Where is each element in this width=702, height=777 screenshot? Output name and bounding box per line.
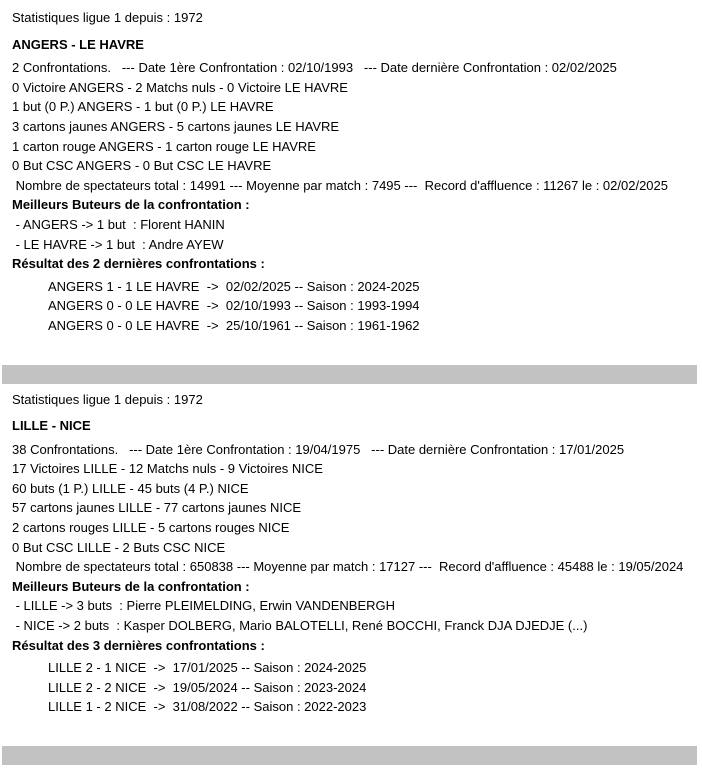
stat-line-red-cards: 1 carton rouge ANGERS - 1 carton rouge LE HAVRE <box>12 138 316 154</box>
league-scope-line: Statistiques ligue 1 depuis : 1972 <box>12 10 203 25</box>
result-line: ANGERS 1 - 1 LE HAVRE -> 02/02/2025 -- Saison : 2024-2025 <box>48 278 420 294</box>
stat-line-own-goals: 0 But CSC LILLE - 2 Buts CSC NICE <box>12 539 226 555</box>
stat-line-attendance: Nombre de spectateurs total : 14991 --- Moyenne par match : 7495 --- Record d'affluence : 11267 le : 02/02/2025 <box>12 177 668 193</box>
recent-results-heading: Résultat des 2 dernières confrontations : <box>12 256 265 272</box>
recent-results-list <box>0 658 702 717</box>
confrontation-section-angers-lehavre <box>0 8 702 336</box>
result-line: LILLE 2 - 2 NICE -> 19/05/2024 -- Saison : 2023-2024 <box>48 679 367 695</box>
stat-line-red-cards: 2 cartons rouges LILLE - 5 cartons rouges NICE <box>12 520 290 536</box>
scorer-line: - LE HAVRE -> 1 but : Andre AYEW <box>12 236 224 252</box>
stat-line-goals: 1 but (0 P.) ANGERS - 1 but (0 P.) LE HAVRE <box>12 99 274 115</box>
stat-line-goals: 60 buts (1 P.) LILLE - 45 buts (4 P.) NICE <box>12 480 249 496</box>
stat-line-confrontations: 38 Confrontations. --- Date 1ère Confrontation : 19/04/1975 --- Date dernière Confrontation : 17/01/2025 <box>12 441 625 457</box>
result-line: LILLE 1 - 2 NICE -> 31/08/2022 -- Saison : 2022-2023 <box>48 699 367 715</box>
scorer-line: - NICE -> 2 buts : Kasper DOLBERG, Mario BALOTELLI, René BOCCHI, Franck DJA DJEDJE (...) <box>12 618 588 634</box>
stat-line-victories: 0 Victoire ANGERS - 2 Matchs nuls - 0 Victoire LE HAVRE <box>12 79 348 95</box>
match-title: LILLE - NICE <box>12 418 91 434</box>
result-line: ANGERS 0 - 0 LE HAVRE -> 02/10/1993 -- Saison : 1993-1994 <box>48 298 420 314</box>
top-scorers-heading: Meilleurs Buteurs de la confrontation : <box>12 197 250 213</box>
stat-line-confrontations: 2 Confrontations. --- Date 1ère Confrontation : 02/10/1993 --- Date dernière Confrontation : 02/02/2025 <box>12 60 617 76</box>
confrontation-section-lille-nice <box>0 390 702 718</box>
stat-line-attendance: Nombre de spectateurs total : 650838 --- Moyenne par match : 17127 --- Record d'affluence : 45488 le : 19/05/2024 <box>12 559 684 575</box>
stat-line-yellow-cards: 57 cartons jaunes LILLE - 77 cartons jaunes NICE <box>12 500 302 516</box>
scorer-line: - LILLE -> 3 buts : Pierre PLEIMELDING, Erwin VANDENBERGH <box>12 598 396 614</box>
stat-line-yellow-cards: 3 cartons jaunes ANGERS - 5 cartons jaunes LE HAVRE <box>12 118 340 134</box>
stat-line-own-goals: 0 But CSC ANGERS - 0 But CSC LE HAVRE <box>12 158 272 174</box>
stat-line-victories: 17 Victoires LILLE - 12 Matchs nuls - 9 Victoires NICE <box>12 461 323 477</box>
scorer-line: - ANGERS -> 1 but : Florent HANIN <box>12 216 225 232</box>
match-title: ANGERS - LE HAVRE <box>12 36 144 52</box>
section-divider <box>2 365 697 384</box>
result-line: LILLE 2 - 1 NICE -> 17/01/2025 -- Saison : 2024-2025 <box>48 660 367 676</box>
recent-results-list <box>0 277 702 336</box>
league-scope-line: Statistiques ligue 1 depuis : 1972 <box>12 391 203 407</box>
top-scorers-heading: Meilleurs Buteurs de la confrontation : <box>12 578 250 594</box>
recent-results-heading: Résultat des 3 dernières confrontations : <box>12 637 265 653</box>
result-line: ANGERS 0 - 0 LE HAVRE -> 25/10/1961 -- Saison : 1961-1962 <box>48 317 420 333</box>
section-divider <box>2 746 697 765</box>
